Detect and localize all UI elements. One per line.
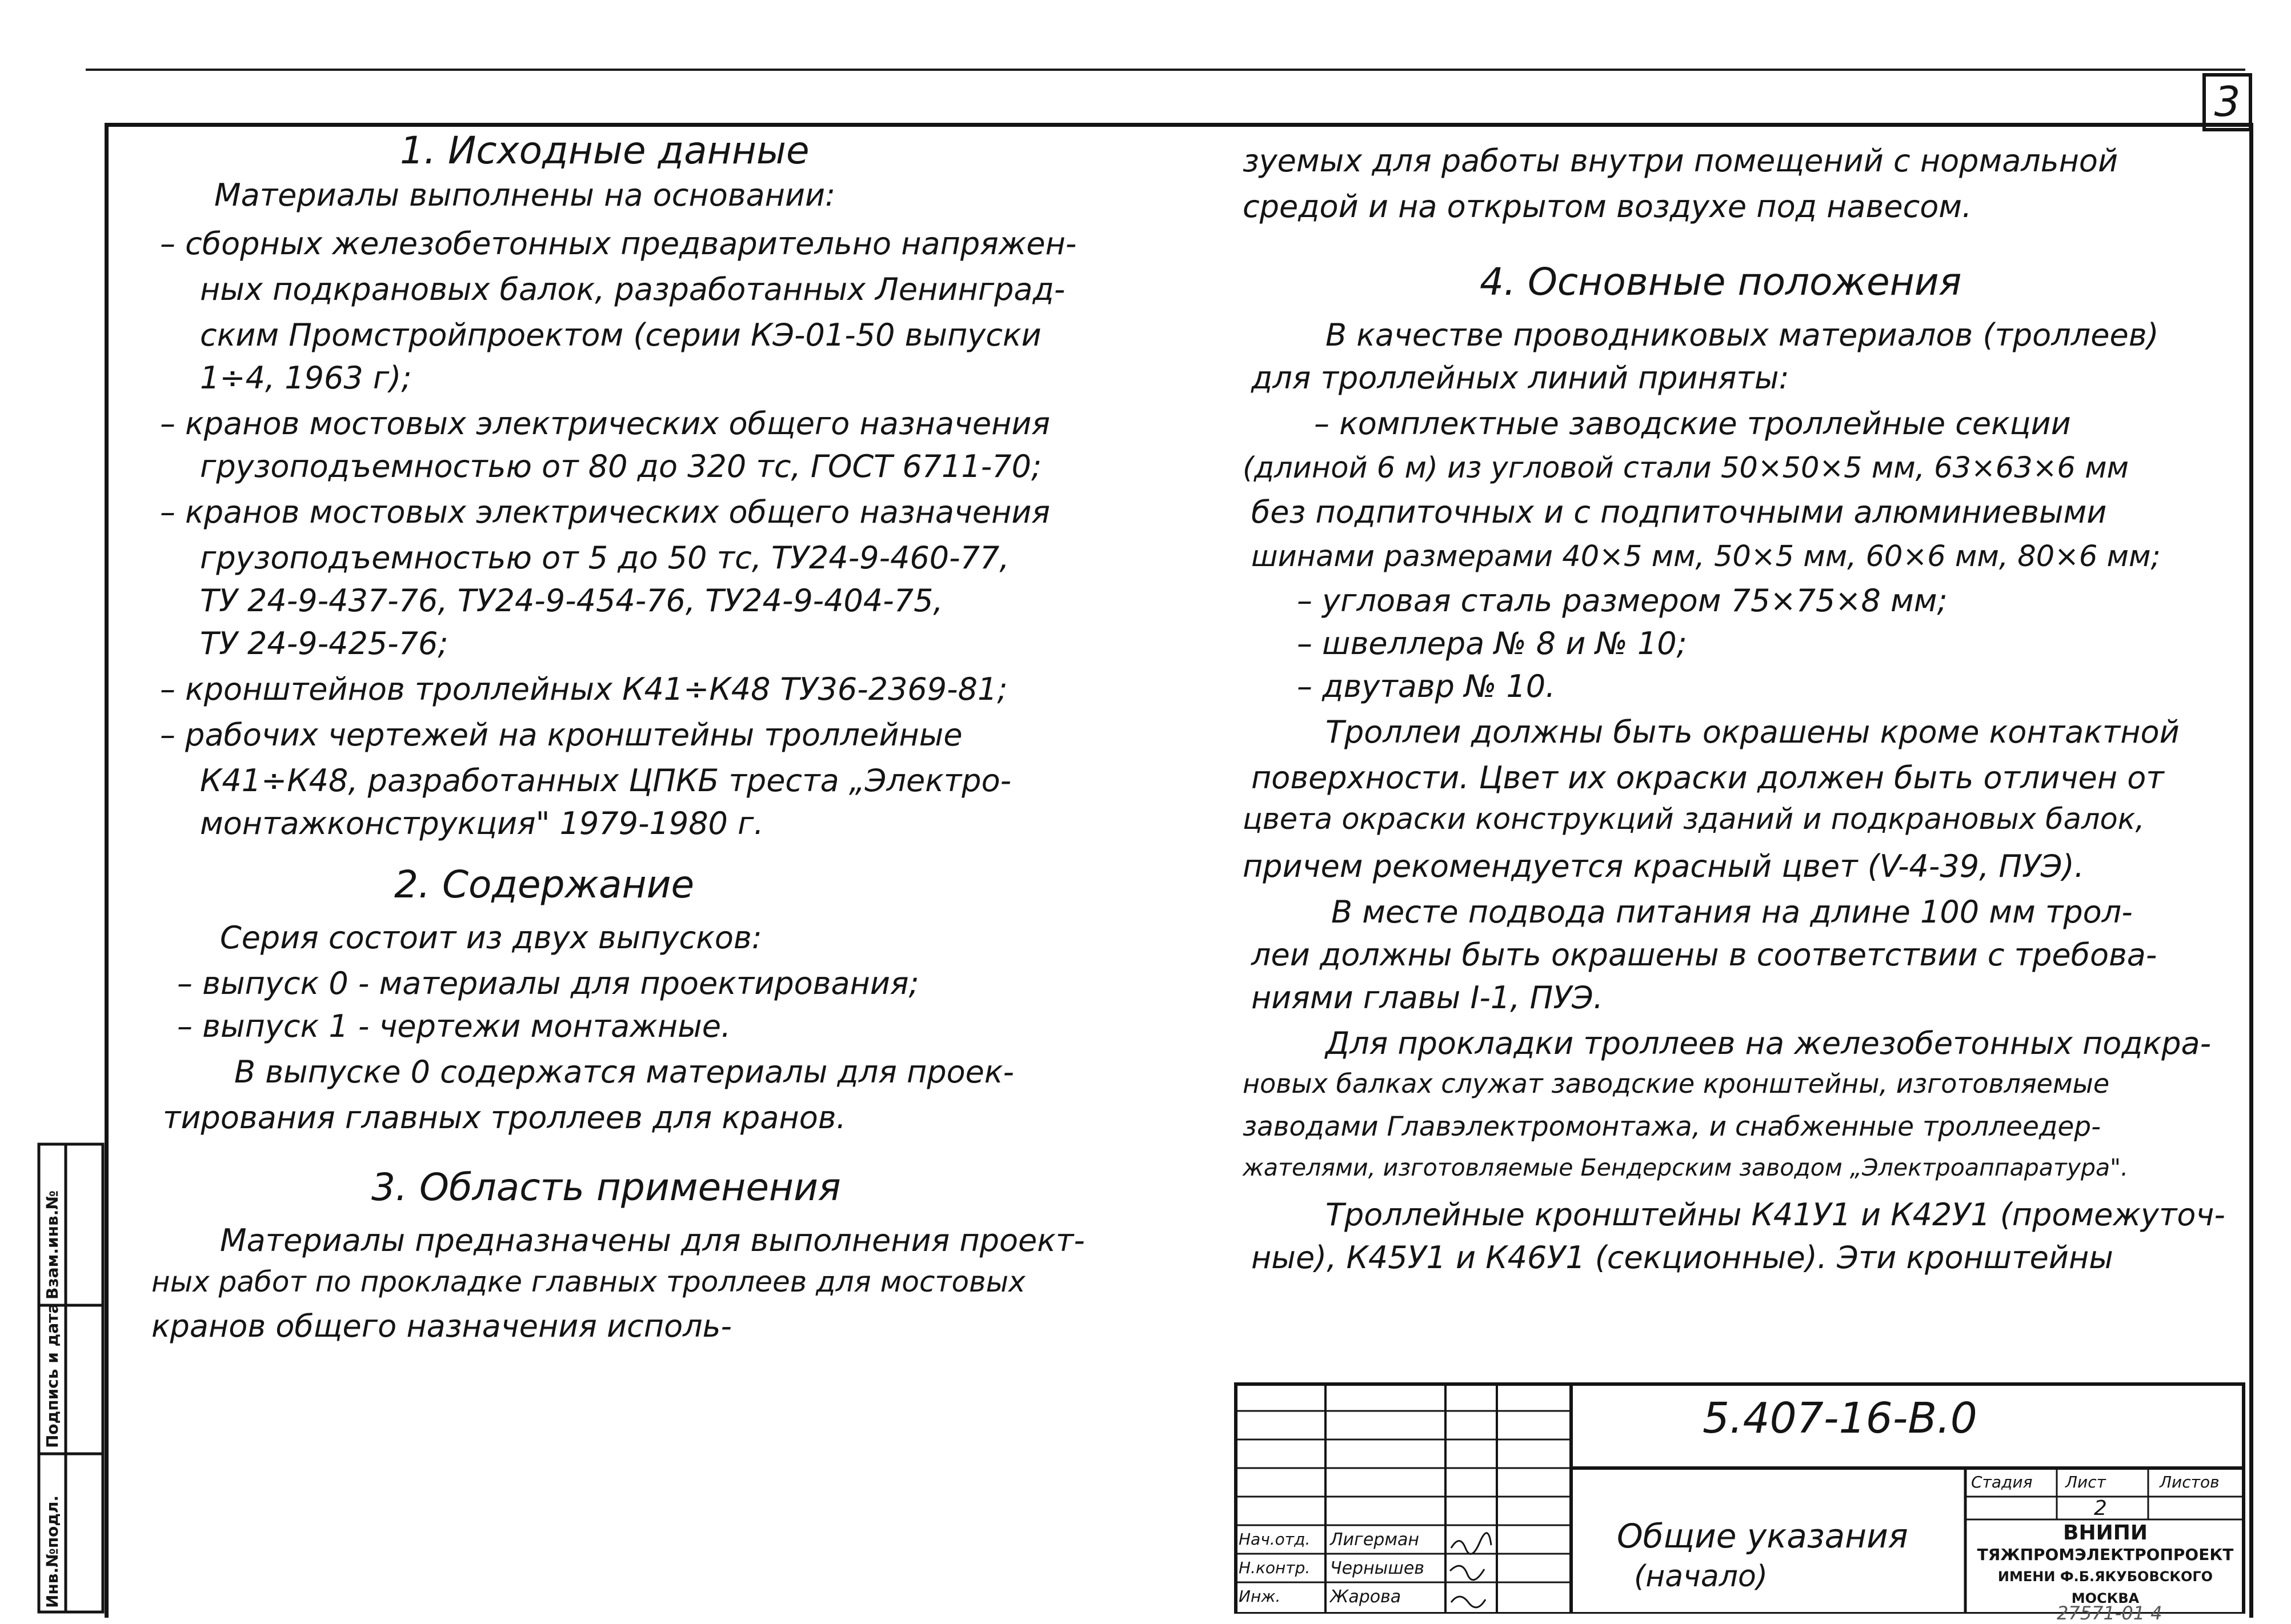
role-label: Нач.отд.: [1239, 1530, 1311, 1549]
title-block: [1234, 1382, 2245, 1614]
text-line: – кранов мостовых электрических общего назначения: [160, 406, 1051, 442]
text-line: Серия состоит из двух выпусков:: [220, 920, 762, 956]
text-line: тирования главных троллеев для кранов.: [163, 1100, 846, 1136]
text-line: грузоподъемностью от 80 до 320 тс, ГОСТ 6711-70;: [200, 448, 1042, 484]
text-line: – выпуск 1 - чертежи монтажные.: [177, 1008, 731, 1044]
sheets-header: Листов: [2160, 1473, 2220, 1491]
text-line: – сборных железобетонных предварительно напряжен-: [160, 226, 1077, 262]
sheet-header: Лист: [2065, 1473, 2106, 1491]
text-line: В выпуске 0 содержатся материалы для проек-: [234, 1054, 1014, 1090]
text-line: В качестве проводниковых материалов (троллеев): [1325, 317, 2159, 353]
text-line: леи должны быть окрашены в соответствии с требова-: [1251, 937, 2157, 973]
org-line: ИМЕНИ Ф.Б.ЯКУБОВСКОГО: [1997, 1569, 2213, 1585]
document-code: 5.407-16-В.0: [1703, 1394, 1977, 1443]
org-line: МОСКВА: [2071, 1590, 2140, 1606]
archive-number: 27571-01 4: [2057, 1602, 2162, 1624]
role-name: Жарова: [1330, 1587, 1401, 1607]
text-line: Для прокладки троллеев на железобетонных подкра-: [1325, 1025, 2212, 1061]
section-1-heading: 1. Исходные данные: [400, 129, 810, 173]
role-label: Инж.: [1239, 1587, 1281, 1606]
text-line: – кранов мостовых электрических общего назначения: [160, 494, 1051, 530]
text-line: ных работ по прокладке главных троллеев для мостовых: [151, 1265, 1026, 1298]
side-label-replaced: Взам.инв.№: [43, 1190, 62, 1300]
text-line: средой и на открытом воздухе под навесом.: [1243, 189, 1972, 224]
sheet-value: 2: [2094, 1497, 2107, 1520]
text-line: без подпиточных и с подпиточными алюминиевыми: [1251, 494, 2107, 530]
text-line: – комплектные заводские троллейные секции: [1314, 406, 2071, 442]
text-line: кранов общего назначения исполь-: [151, 1308, 732, 1344]
text-line: монтажконструкция" 1979-1980 г.: [200, 805, 764, 841]
text-line: К41÷К48, разработанных ЦПКБ треста „Электро-: [200, 763, 1012, 799]
text-line: ским Промстройпроектом (серии КЭ-01-50 выпуски: [200, 317, 1042, 353]
text-line: В месте подвода питания на длине 100 мм трол-: [1331, 894, 2133, 930]
text-line: цвета окраски конструкций зданий и подкрановых балок,: [1243, 803, 2145, 836]
role-label: Н.контр.: [1239, 1558, 1311, 1577]
text-line: – угловая сталь размером 75×75×8 мм;: [1297, 583, 1948, 619]
text-line: – выпуск 0 - материалы для проектирования;: [177, 965, 919, 1001]
text-line: – рабочих чертежей на кронштейны троллейные: [160, 717, 963, 753]
text-line: заводами Главэлектромонтажа, и снабженные троллеедер-: [1243, 1111, 2101, 1142]
page-number: 3: [2202, 73, 2252, 131]
side-label-signature-date: Подпись и дата: [43, 1302, 62, 1448]
text-line: – двутавр № 10.: [1297, 668, 1556, 704]
stage-header: Стадия: [1971, 1473, 2033, 1491]
organization-name: [1968, 1522, 2242, 1609]
text-line: Материалы выполнены на основании:: [214, 177, 836, 213]
role-name: Чернышев: [1330, 1558, 1424, 1578]
text-line: 1÷4, 1963 г);: [200, 360, 412, 396]
text-line: ных подкрановых балок, разработанных Ленинград-: [200, 271, 1066, 307]
text-line: поверхности. Цвет их окраски должен быть отличен от: [1251, 760, 2164, 796]
role-name: Лигерман: [1330, 1530, 1419, 1550]
text-line: шинами размерами 40×5 мм, 50×5 мм, 60×6 мм, 80×6 мм;: [1251, 540, 2161, 574]
text-line: – кронштейнов троллейных К41÷К48 ТУ36-2369-81;: [160, 671, 1008, 707]
text-line: (длиной 6 м) из угловой стали 50×50×5 мм, 63×63×6 мм: [1243, 451, 2129, 485]
section-4-heading: 4. Основные положения: [1480, 260, 1962, 304]
text-line: зуемых для работы внутри помещений с нормальной: [1243, 143, 2118, 179]
text-line: Троллеи должны быть окрашены кроме контактной: [1325, 714, 2180, 750]
text-line: ниями главы I-1, ПУЭ.: [1251, 980, 1603, 1016]
text-line: ные), К45У1 и К46У1 (секционные). Эти кронштейны: [1251, 1240, 2113, 1276]
document-subtitle: (начало): [1634, 1559, 1768, 1594]
text-line: Троллейные кронштейны К41У1 и К42У1 (промежуточ-: [1325, 1197, 2225, 1233]
sheet-top-line: [86, 69, 2245, 71]
text-line: грузоподъемностью от 5 до 50 тс, ТУ24-9-460-77,: [200, 540, 1010, 576]
text-line: Материалы предназначены для выполнения проект-: [220, 1222, 1085, 1258]
org-line: ТЯЖПРОМЭЛЕКТРОПРОЕКТ: [1977, 1545, 2234, 1564]
text-line: жателями, изготовляемые Бендерским заводом „Электроаппаратура".: [1243, 1154, 2129, 1181]
section-3-heading: 3. Область применения: [371, 1165, 841, 1209]
text-line: ТУ 24-9-437-76, ТУ24-9-454-76, ТУ24-9-404-75,: [200, 583, 943, 619]
org-line: ВНИПИ: [2063, 1521, 2148, 1545]
side-stamp: [37, 1142, 105, 1614]
text-line: причем рекомендуется красный цвет (V-4-39, ПУЭ).: [1243, 848, 2084, 884]
text-line: для троллейных линий приняты:: [1251, 360, 1789, 396]
text-line: – швеллера № 8 и № 10;: [1297, 625, 1687, 661]
text-line: новых балках служат заводские кронштейны, изготовляемые: [1243, 1068, 2110, 1099]
text-line: ТУ 24-9-425-76;: [200, 625, 448, 661]
side-label-inventory: Инв.№подл.: [43, 1495, 62, 1608]
section-2-heading: 2. Содержание: [394, 863, 695, 907]
document-title: Общие указания: [1617, 1517, 1908, 1555]
